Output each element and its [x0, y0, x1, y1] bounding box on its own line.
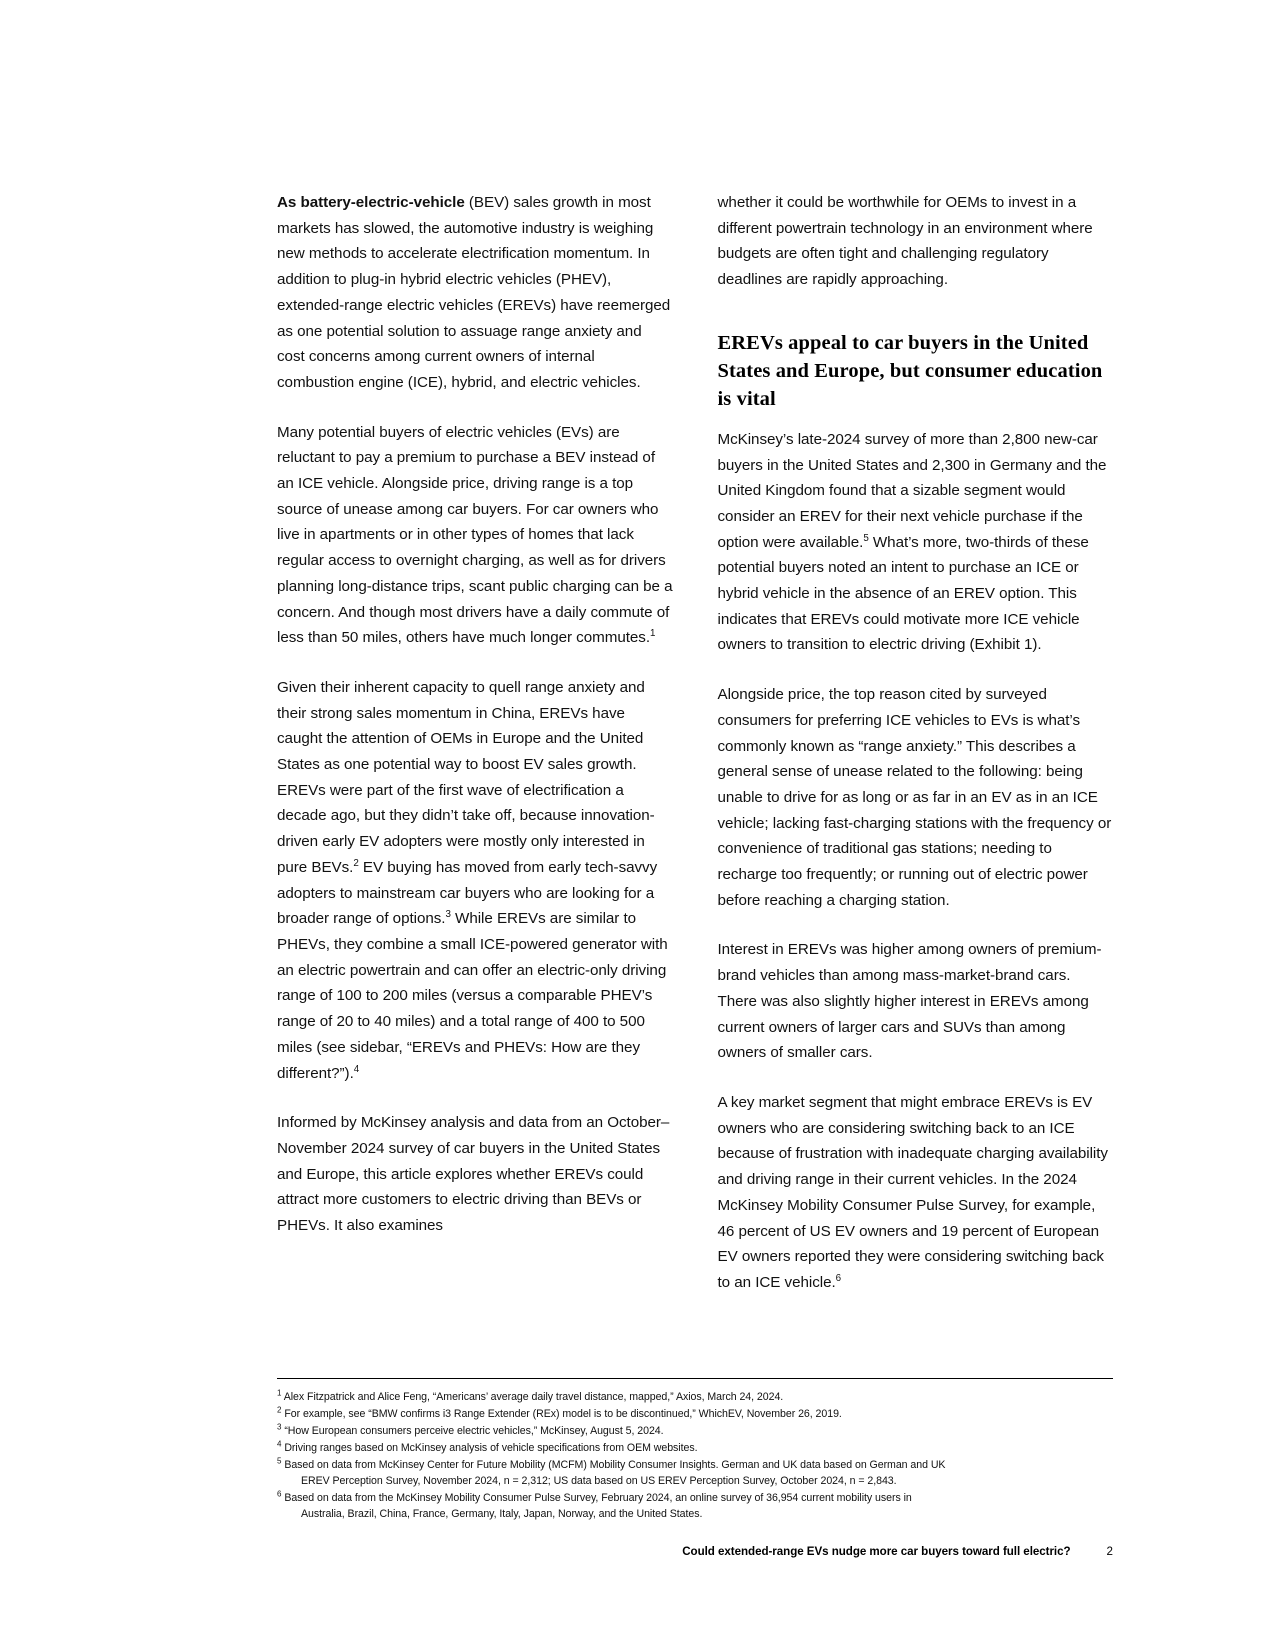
paragraph-methodology: Informed by McKinsey analysis and data from an October–November 2024 survey of car buyers in the United States and Europe, this article explores whether EREVs could attract more customers to electric driving than BEVs or PHEVs. It also examines — [277, 1114, 670, 1235]
right-column — [718, 190, 1114, 1296]
footnote-ref-4: 4 — [353, 1063, 360, 1075]
footnote-marker: 6 — [277, 1489, 282, 1499]
footnote-ref-1: 1 — [650, 628, 656, 640]
footnote-marker: 5 — [277, 1456, 282, 1466]
paragraph-range-anxiety-text-b: EV buying has moved from early tech-savvy adopters to mainstream car buyers who are looking for a broader range of options. — [277, 858, 658, 928]
footnote-ref-3: 3 — [445, 909, 451, 921]
section-heading: EREVs appeal to car buyers in the United States and Europe, but consumer education is vital — [717, 331, 1103, 410]
paragraph-intro-text: (BEV) sales growth in most markets has slowed, the automotive industry is weighing new methods to accelerate electrification momentum. In addition to plug-in hybrid electric vehicles (PHEV), extended-range electric vehicles (EREVs) have reemerged as one potential solution to assuage range anxiety and cost concerns among current owners of internal combustion engine (ICE), hybrid, and electric vehicles. — [277, 194, 671, 391]
footnote-text: Alex Fitzpatrick and Alice Feng, “Americans’ average daily travel distance, mapped,” Axios, March 24, 2024. — [283, 1391, 784, 1403]
paragraph-range-anxiety-text-a: Given their inherent capacity to quell range anxiety and their strong sales momentum in China, EREVs have caught the attention of OEMs in Europe and the United States as one potential way to boost EV sales growth. EREVs were part of the first wave of electrification a decade ago, but they didn’t take off, because innovation-driven early EV adopters were mostly only interested in pure BEVs. — [277, 678, 655, 876]
footnote-ref-5: 5 — [863, 532, 869, 544]
paragraph-survey-findings-text-a: McKinsey’s late-2024 survey of more than 2,800 new-car buyers in the United States and 2,300 in Germany and the United Kingdom found that a sizable segment would consider an EREV for their next vehicle purchase if the option were available. — [717, 430, 1107, 551]
paragraph-ev-premium-text: Many potential buyers of electric vehicles (EVs) are reluctant to pay a premium to purchase a BEV instead of an ICE vehicle. Alongside price, driving range is a top source of unease among car buyers. For car owners who live in apartments or in other types of homes that lack regular access to overnight charging, as well as for drivers planning long-distance trips, scant public charging can be a concern. And though most drivers have a daily commute of less than 50 miles, others have much longer commutes. — [277, 423, 673, 647]
footnote-ref-2: 2 — [353, 857, 359, 869]
paragraph-range-anxiety-definition: Alongside price, the top reason cited by surveyed consumers for preferring ICE vehicles to EVs is what’s commonly known as “range anxiety.” This describes a general sense of unease related to the following: being unable to drive for as long or as far in an EV as in an ICE vehicle; lacking fast-charging stations with the frequency or convenience of traditional gas stations; needing to recharge too frequently; or running out of electric power before reaching a charging station. — [717, 686, 1112, 909]
footnote-item — [277, 1389, 1113, 1405]
footnote-ref-6: 6 — [835, 1272, 842, 1284]
paragraph-survey-findings-text-b: What’s more, two-thirds of these potential buyers noted an intent to purchase an ICE or hybrid vehicle in the absence of an EREV option. This indicates that EREVs could motivate more ICE vehicle owners to transition to electric driving (Exhibit 1). — [717, 533, 1089, 654]
footnote-divider — [277, 1378, 1113, 1379]
footnote-item — [277, 1440, 1113, 1456]
page-footer — [277, 1545, 1113, 1558]
footnote-continuation: EREV Perception Survey, November 2024, n = 2,312; US data based on US EREV Perception Survey, October 2024, n = 2,843. — [301, 1475, 897, 1488]
footnote-text: “How European consumers perceive electric vehicles,” McKinsey, August 5, 2024. — [284, 1424, 664, 1437]
footnote-item — [277, 1490, 1113, 1523]
footer-article-title: Could extended-range EVs nudge more car buyers toward full electric? — [682, 1545, 1071, 1558]
paragraph-survey-findings — [718, 427, 1114, 658]
footnote-marker: 2 — [277, 1405, 282, 1415]
footnotes-section — [277, 1378, 1113, 1523]
footnote-marker: 1 — [277, 1388, 282, 1398]
footer-page-number: 2 — [1106, 1545, 1113, 1558]
footnote-text: Based on data from McKinsey Center for Future Mobility (MCFM) Mobility Consumer Insights. German and UK data based on German and UK — [284, 1458, 946, 1471]
footnote-text: Based on data from the McKinsey Mobility Consumer Pulse Survey, February 2024, an online survey of 36,954 current mobility users in — [284, 1491, 912, 1504]
footnote-item — [277, 1457, 1113, 1490]
footnote-text: Driving ranges based on McKinsey analysis of vehicle specifications from OEM websites. — [284, 1441, 698, 1454]
paragraph-switchback-text: A key market segment that might embrace EREVs is EV owners who are considering switching back to an ICE because of frustration with inadequate charging availability and driving range in their current vehicles. In the 2024 McKinsey Mobility Consumer Pulse Survey, for example, 46 percent of US EV owners and 19 percent of European EV owners reported they were considering switching back to an ICE vehicle. — [717, 1093, 1108, 1291]
lead-in-bold: As battery-electric-vehicle — [277, 194, 465, 211]
footnote-item — [277, 1423, 1113, 1439]
paragraph-intro — [277, 190, 673, 396]
paragraph-range-anxiety-text-c: While EREVs are similar to PHEVs, they combine a small ICE-powered generator with an electric powertrain and can offer an electric-only driving range of 100 to 200 miles (versus a comparable PHEV’s range of 20 to 40 miles) and a total range of 400 to 500 miles (see sidebar, “EREVs and PHEVs: How are they different?”). — [277, 910, 668, 1082]
paragraph-range-anxiety — [277, 675, 673, 1086]
paragraph-switchback-segment — [718, 1090, 1114, 1296]
article-body — [277, 190, 1113, 1296]
footnote-marker: 3 — [277, 1422, 282, 1432]
left-column — [277, 190, 673, 1296]
footnote-marker: 4 — [277, 1439, 282, 1449]
paragraph-ev-premium — [277, 420, 673, 651]
footnote-text: For example, see “BMW confirms i3 Range Extender (REx) model is to be discontinued,” WhichEV, November 26, 2019. — [284, 1407, 842, 1420]
paragraph-premium-brands: Interest in EREVs was higher among owners of premium-brand vehicles than among mass-market-brand cars. There was also slightly higher interest in EREVs among current owners of larger cars and SUVs than among owners of smaller cars. — [717, 941, 1102, 1062]
two-column-layout — [277, 190, 1113, 1296]
footnote-continuation: Australia, Brazil, China, France, Germany, Italy, Japan, Norway, and the United States. — [301, 1508, 703, 1521]
paragraph-oem-investment: whether it could be worthwhile for OEMs to invest in a different powertrain technology in an environment where budgets are often tight and challenging regulatory deadlines are rapidly approaching. — [717, 194, 1093, 289]
footnote-item — [277, 1406, 1113, 1422]
